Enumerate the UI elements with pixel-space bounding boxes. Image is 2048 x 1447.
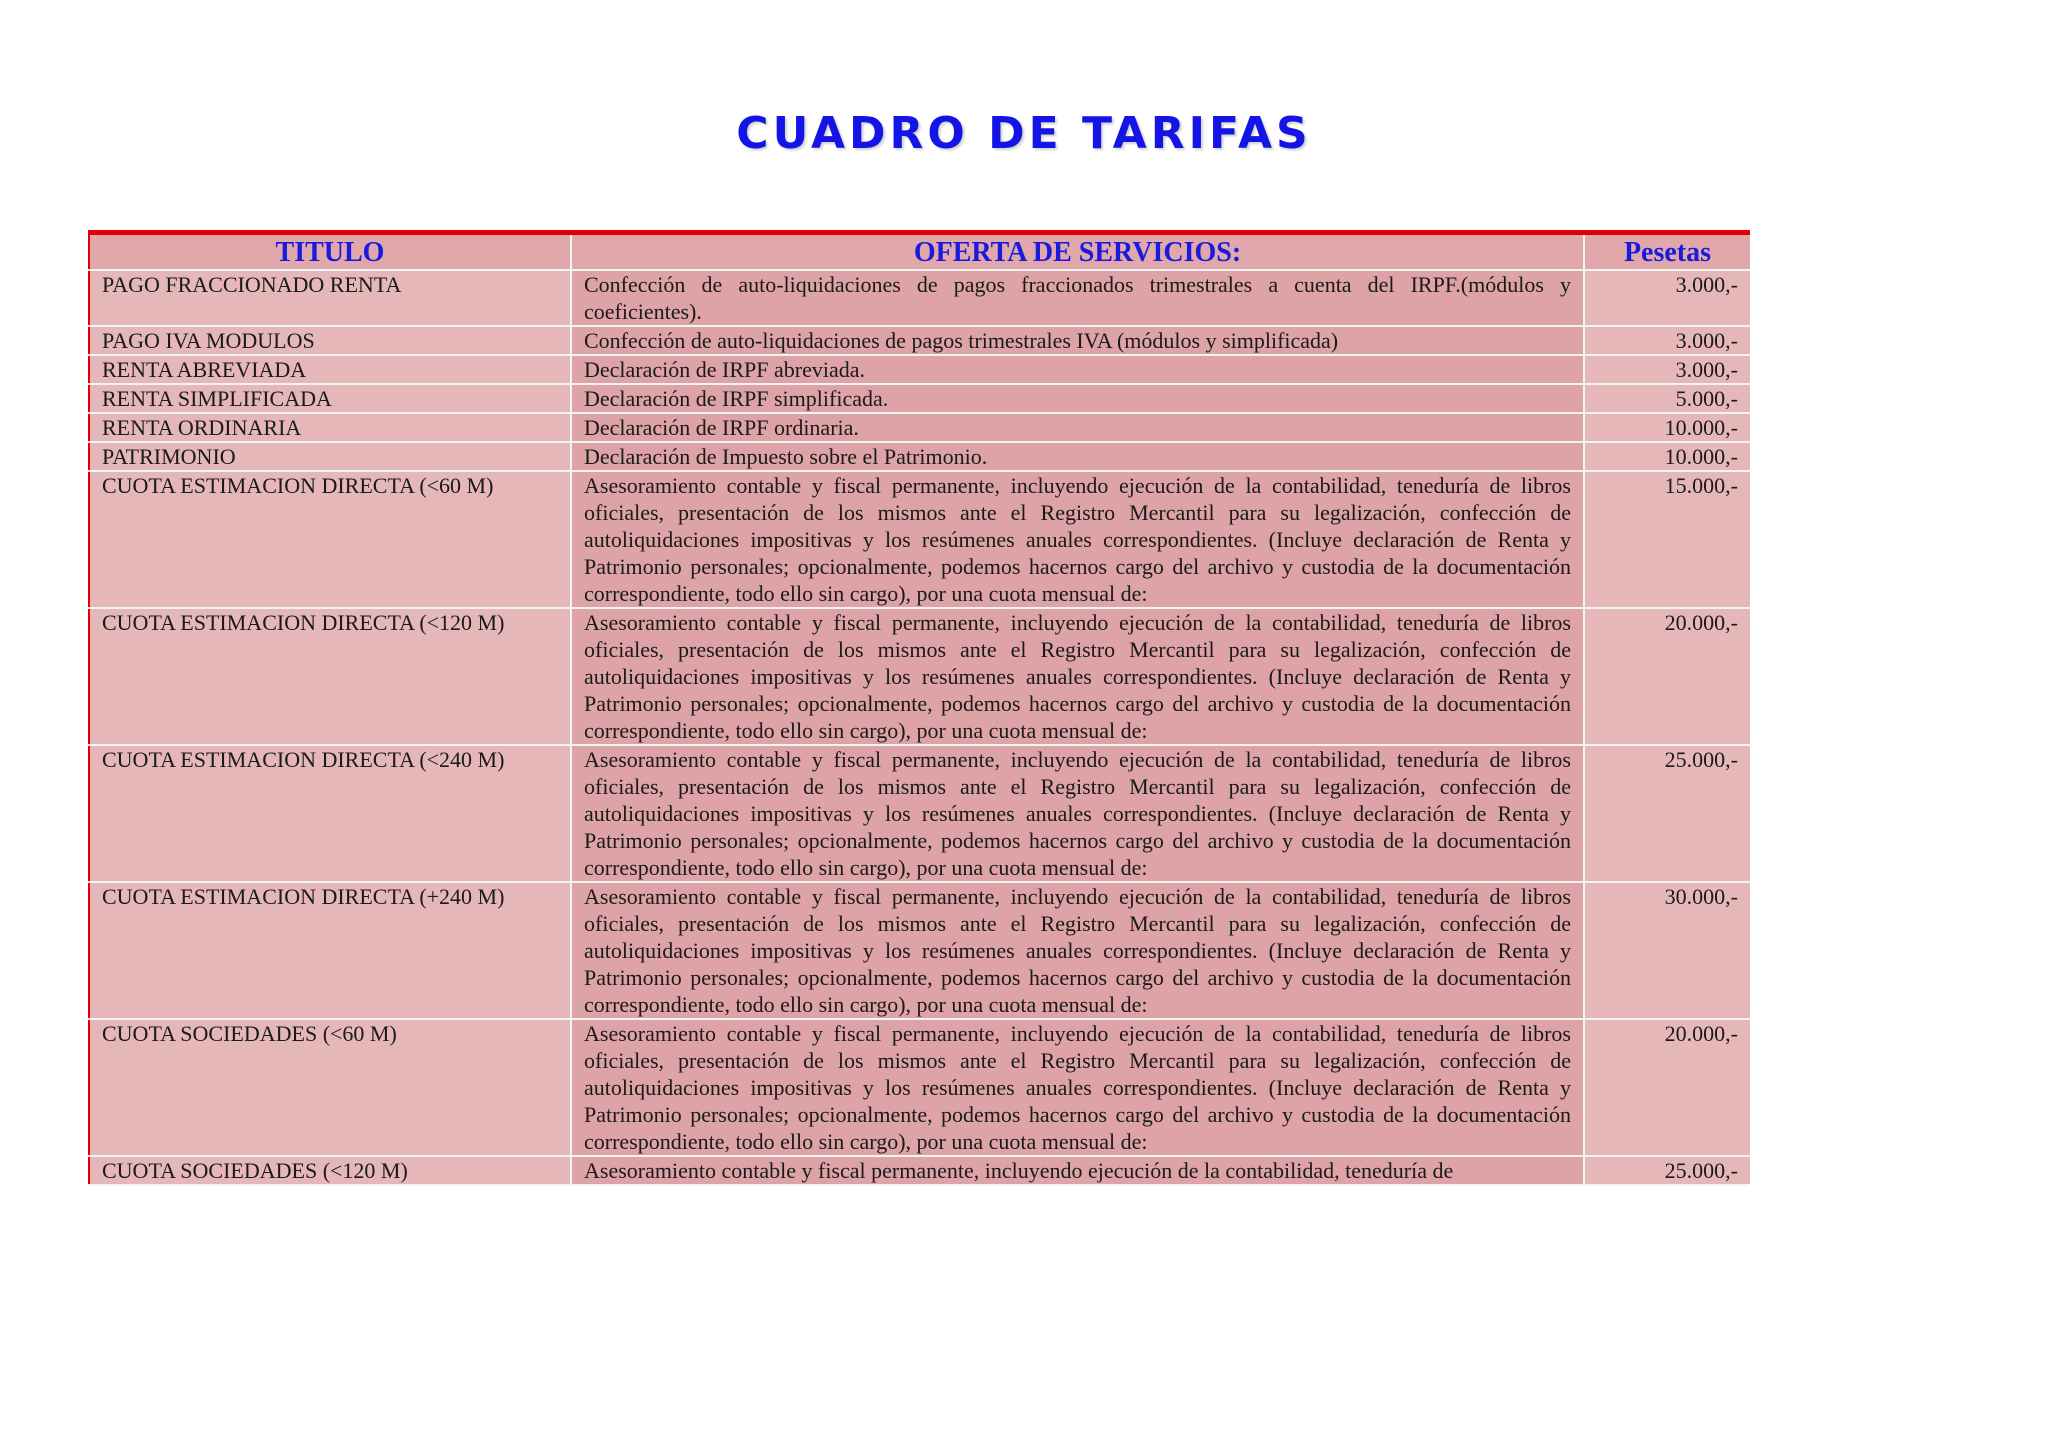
cell-oferta: Asesoramiento contable y fiscal permanente, incluyendo ejecución de la contabilidad, teneduría de libros oficiales, presentación de los mismos ante el Registro Mercantil para su legalización, confección de autoliquidaciones impositivas y los resúmenes anuales correspondientes. (Incluye declaración de Renta y Patrimonio personales; opcionalmente, podemos hacernos cargo del archivo y custodia de la documentación correspondiente, todo ello sin cargo), por una cuota mensual de: xyxy=(571,608,1584,745)
table-row xyxy=(89,745,1750,882)
header-titulo: TITULO xyxy=(89,233,571,271)
cell-titulo: CUOTA ESTIMACION DIRECTA (<60 M) xyxy=(89,471,571,608)
cell-oferta: Declaración de Impuesto sobre el Patrimonio. xyxy=(571,442,1584,471)
table-body xyxy=(89,270,1750,1185)
cell-oferta: Declaración de IRPF ordinaria. xyxy=(571,413,1584,442)
cell-pesetas: 3.000,- xyxy=(1584,270,1750,326)
tarifas-table xyxy=(88,230,1750,1186)
cell-oferta: Asesoramiento contable y fiscal permanente, incluyendo ejecución de la contabilidad, teneduría de libros oficiales, presentación de los mismos ante el Registro Mercantil para su legalización, confección de autoliquidaciones impositivas y los resúmenes anuales correspondientes. (Incluye declaración de Renta y Patrimonio personales; opcionalmente, podemos hacernos cargo del archivo y custodia de la documentación correspondiente, todo ello sin cargo), por una cuota mensual de: xyxy=(571,471,1584,608)
cell-pesetas: 25.000,- xyxy=(1584,745,1750,882)
cell-pesetas: 5.000,- xyxy=(1584,384,1750,413)
cell-titulo: PAGO IVA MODULOS xyxy=(89,326,571,355)
cell-oferta: Declaración de IRPF abreviada. xyxy=(571,355,1584,384)
cell-pesetas: 30.000,- xyxy=(1584,882,1750,1019)
table-row xyxy=(89,270,1750,326)
cell-oferta: Confección de auto-liquidaciones de pagos trimestrales IVA (módulos y simplificada) xyxy=(571,326,1584,355)
cell-oferta: Declaración de IRPF simplificada. xyxy=(571,384,1584,413)
table-row xyxy=(89,1156,1750,1185)
cell-pesetas: 20.000,- xyxy=(1584,1019,1750,1156)
table-row xyxy=(89,326,1750,355)
cell-pesetas: 20.000,- xyxy=(1584,608,1750,745)
cell-pesetas: 10.000,- xyxy=(1584,413,1750,442)
cell-oferta: Confección de auto-liquidaciones de pagos fraccionados trimestrales a cuenta del IRPF.(módulos y coeficientes). xyxy=(571,270,1584,326)
cell-pesetas: 10.000,- xyxy=(1584,442,1750,471)
cell-oferta: Asesoramiento contable y fiscal permanente, incluyendo ejecución de la contabilidad, teneduría de libros oficiales, presentación de los mismos ante el Registro Mercantil para su legalización, confección de autoliquidaciones impositivas y los resúmenes anuales correspondientes. (Incluye declaración de Renta y Patrimonio personales; opcionalmente, podemos hacernos cargo del archivo y custodia de la documentación correspondiente, todo ello sin cargo), por una cuota mensual de: xyxy=(571,882,1584,1019)
cell-oferta: Asesoramiento contable y fiscal permanente, incluyendo ejecución de la contabilidad, teneduría de xyxy=(571,1156,1584,1185)
cell-oferta: Asesoramiento contable y fiscal permanente, incluyendo ejecución de la contabilidad, teneduría de libros oficiales, presentación de los mismos ante el Registro Mercantil para su legalización, confección de autoliquidaciones impositivas y los resúmenes anuales correspondientes. (Incluye declaración de Renta y Patrimonio personales; opcionalmente, podemos hacernos cargo del archivo y custodia de la documentación correspondiente, todo ello sin cargo), por una cuota mensual de: xyxy=(571,745,1584,882)
table-row xyxy=(89,1019,1750,1156)
table-row xyxy=(89,882,1750,1019)
cell-titulo: CUOTA ESTIMACION DIRECTA (<120 M) xyxy=(89,608,571,745)
cell-pesetas: 3.000,- xyxy=(1584,355,1750,384)
cell-titulo: RENTA SIMPLIFICADA xyxy=(89,384,571,413)
cell-pesetas: 25.000,- xyxy=(1584,1156,1750,1185)
cell-oferta: Asesoramiento contable y fiscal permanente, incluyendo ejecución de la contabilidad, teneduría de libros oficiales, presentación de los mismos ante el Registro Mercantil para su legalización, confección de autoliquidaciones impositivas y los resúmenes anuales correspondientes. (Incluye declaración de Renta y Patrimonio personales; opcionalmente, podemos hacernos cargo del archivo y custodia de la documentación correspondiente, todo ello sin cargo), por una cuota mensual de: xyxy=(571,1019,1584,1156)
cell-titulo: CUOTA ESTIMACION DIRECTA (<240 M) xyxy=(89,745,571,882)
cell-titulo: RENTA ABREVIADA xyxy=(89,355,571,384)
table-header xyxy=(89,233,1750,271)
header-pesetas: Pesetas xyxy=(1584,233,1750,271)
table-row xyxy=(89,384,1750,413)
cell-pesetas: 15.000,- xyxy=(1584,471,1750,608)
header-row xyxy=(89,233,1750,271)
page-title: CUADRO DE TARIFAS xyxy=(736,108,1312,159)
table-row xyxy=(89,471,1750,608)
cell-titulo: PAGO FRACCIONADO RENTA xyxy=(89,270,571,326)
cell-pesetas: 3.000,- xyxy=(1584,326,1750,355)
cell-titulo: CUOTA SOCIEDADES (<120 M) xyxy=(89,1156,571,1185)
table-row xyxy=(89,608,1750,745)
table-row xyxy=(89,442,1750,471)
cell-titulo: CUOTA SOCIEDADES (<60 M) xyxy=(89,1019,571,1156)
cell-titulo: CUOTA ESTIMACION DIRECTA (+240 M) xyxy=(89,882,571,1019)
table-row xyxy=(89,355,1750,384)
cell-titulo: PATRIMONIO xyxy=(89,442,571,471)
table-row xyxy=(89,413,1750,442)
cell-titulo: RENTA ORDINARIA xyxy=(89,413,571,442)
header-oferta: OFERTA DE SERVICIOS: xyxy=(571,233,1584,271)
tarifas-table-container xyxy=(88,230,1750,1308)
